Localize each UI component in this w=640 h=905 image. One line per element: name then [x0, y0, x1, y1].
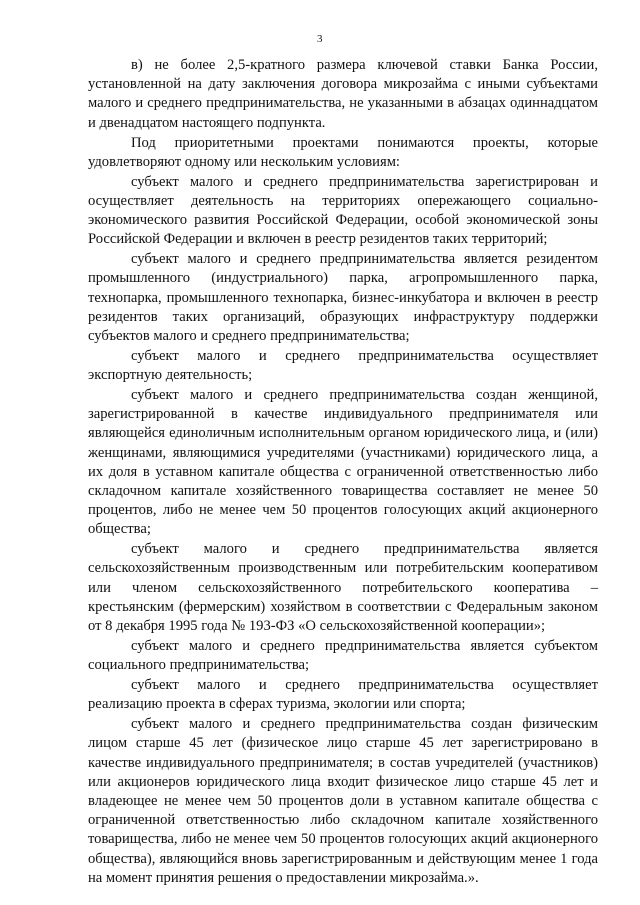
paragraph-condition-advanced-territories: субъект малого и среднего предпринимательства зарегистрирован и осуществляет деятельность на территориях опережающего социально-экономического развития Российской Федерации, особой экономической зоны Российской Федерации и включен в реестр резидентов таких территорий;	[88, 173, 598, 248]
paragraph-priority-projects-intro: Под приоритетными проектами понимаются проекты, которые удовлетворяют одному или нескольким условиям:	[88, 134, 598, 170]
paragraph-condition-tourism-ecology-sport: субъект малого и среднего предпринимательства осуществляет реализацию проекта в сферах туризма, экологии или спорта;	[88, 677, 598, 713]
page-number: 3	[317, 33, 323, 45]
document-body	[88, 56, 598, 889]
paragraph-condition-agricultural-cooperative: субъект малого и среднего предпринимательства является сельскохозяйственным производственным или потребительским кооперативом или членом сельскохозяйственного потребительского кооператива – крестьянским (фермерским) хозяйством в соответствии с Федеральным законом от 8 декабря 1995 года № 193-ФЗ «О сельскохозяйственной кооперации»;	[88, 541, 598, 635]
paragraph-condition-social-enterprise: субъект малого и среднего предпринимательства является субъектом социального предпринимательства;	[88, 637, 598, 674]
paragraph-condition-over-45: субъект малого и среднего предпринимательства создан физическим лицом старше 45 лет (физическое лицо старше 45 лет зарегистрировано в качестве индивидуального предпринимателя; в состав учредителей (участников) или акционеров юридического лица входит физическое лицо старше 45 лет и владеющее не менее чем 50 процентов доли в уставном капитале общества с ограниченной ответственностью либо складочном капитале хозяйственного товарищества, либо не менее чем 50 процентов голосующих акций акционерного общества), являющийся вновь зарегистрированным и действующим менее 1 года на момент принятия решения о предоставлении микрозайма.».	[88, 716, 598, 886]
paragraph-condition-industrial-park: субъект малого и среднего предпринимательства является резидентом промышленного (индустриального) парка, агропромышленного парка, технопарка, промышленного технопарка, бизнес-инкубатора и включен в реестр резидентов таких организаций, образующих инфраструктуру поддержки субъектов малого и среднего предпринимательства;	[88, 251, 598, 344]
paragraph-condition-women: субъект малого и среднего предпринимательства создан женщиной, зарегистрированной в качестве индивидуального предпринимателя или являющейся единоличным исполнительным органом юридического лица, и (или) женщинами, являющимися учредителями (участниками) юридического лица, а их доля в уставном капитале общества с ограниченной ответственностью либо складочном капитале хозяйственного товарищества составляет не менее 50 процентов, либо не менее чем 50 процентов голосующих акций акционерного общества;	[88, 386, 598, 538]
paragraph-condition-export: субъект малого и среднего предпринимательства осуществляет экспортную деятельность;	[88, 347, 598, 383]
paragraph-interest-limit: в) не более 2,5-кратного размера ключевой ставки Банка России, установленной на дату заключения договора микрозайма с иными субъектами малого и среднего предпринимательства, не указанными в абзацах одиннадцатом и двенадцатом настоящего подпункта.	[88, 57, 598, 131]
